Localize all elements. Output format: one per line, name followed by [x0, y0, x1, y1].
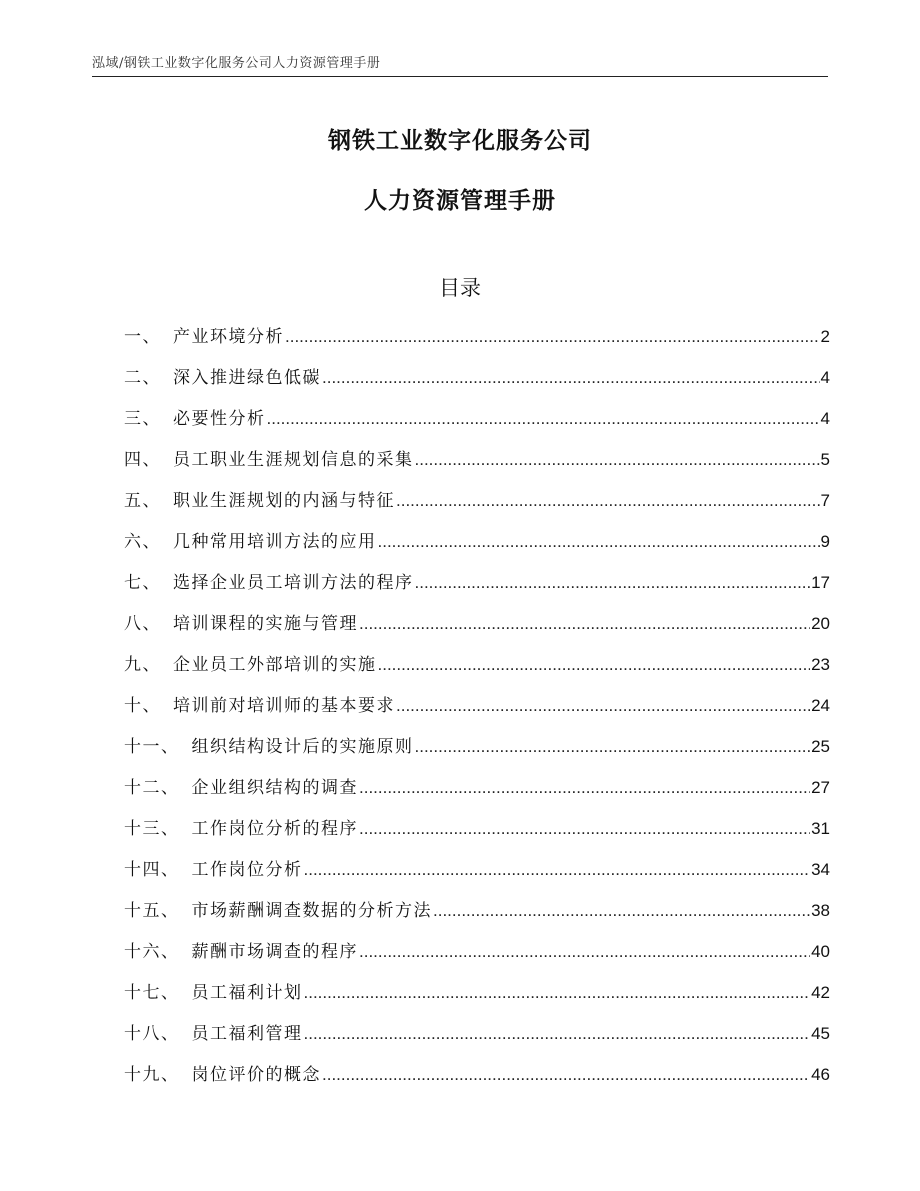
toc-entry-number: 八、: [124, 614, 161, 634]
toc-entry-page: 38: [811, 901, 830, 920]
toc-dot-leader: [285, 327, 820, 347]
toc-entry-title: 深入推进绿色低碳: [173, 368, 321, 388]
toc-entry[interactable]: [124, 322, 830, 363]
toc-dot-leader: [322, 1065, 810, 1085]
toc-entry-page: 17: [811, 573, 830, 592]
document-title: 钢铁工业数字化服务公司: [328, 128, 592, 154]
toc-dot-leader: [359, 614, 810, 634]
toc-entry-number: 五、: [124, 491, 161, 511]
toc-entry-title: 组织结构设计后的实施原则: [191, 737, 414, 757]
toc-entry-number: 十九、: [124, 1065, 180, 1085]
toc-entry[interactable]: [124, 445, 830, 486]
toc-entry-number: 三、: [124, 409, 161, 429]
toc-dot-leader: [267, 409, 820, 429]
toc-heading: 目录: [439, 276, 481, 300]
toc-entry-title: 工作岗位分析的程序: [191, 819, 358, 839]
toc-entry[interactable]: [124, 814, 830, 855]
toc-entry-number: 二、: [124, 368, 161, 388]
toc-dot-leader: [433, 901, 810, 921]
toc-entry-page: 45: [811, 1024, 830, 1043]
toc-dot-leader: [415, 573, 811, 593]
toc-dot-leader: [322, 368, 820, 388]
toc-entry-title: 工作岗位分析: [191, 860, 303, 880]
toc-dot-leader: [378, 532, 820, 552]
toc-entry[interactable]: [124, 978, 830, 1019]
toc-entry-number: 七、: [124, 573, 161, 593]
toc-entry-number: 一、: [124, 327, 161, 347]
toc-entry-number: 十七、: [124, 983, 180, 1003]
toc-entry-page: 24: [811, 696, 830, 715]
toc-entry-page: 34: [811, 860, 830, 879]
toc-dot-leader: [415, 450, 820, 470]
toc-entry[interactable]: [124, 363, 830, 404]
toc-entry-page: 46: [811, 1065, 830, 1084]
toc-entry-page: 20: [811, 614, 830, 633]
toc-entry-number: 十二、: [124, 778, 180, 798]
toc-entry-page: 42: [811, 983, 830, 1002]
toc-entry-title: 必要性分析: [173, 409, 266, 429]
toc-dot-leader: [359, 819, 810, 839]
toc-entry-page: 4: [820, 409, 830, 428]
toc-entry-title: 员工职业生涯规划信息的采集: [173, 450, 414, 470]
toc-dot-leader: [359, 942, 810, 962]
toc-dot-leader: [396, 696, 810, 716]
table-of-contents: [124, 322, 830, 1101]
running-header-text: 泓域/钢铁工业数字化服务公司人力资源管理手册: [92, 56, 381, 71]
toc-dot-leader: [415, 737, 811, 757]
toc-entry[interactable]: [124, 773, 830, 814]
toc-entry-title: 培训前对培训师的基本要求: [173, 696, 395, 716]
toc-entry[interactable]: [124, 650, 830, 691]
toc-entry-title: 选择企业员工培训方法的程序: [173, 573, 414, 593]
running-header: [92, 52, 828, 77]
toc-dot-leader: [304, 860, 811, 880]
toc-entry[interactable]: [124, 1019, 830, 1060]
toc-entry[interactable]: [124, 486, 830, 527]
toc-entry[interactable]: [124, 855, 830, 896]
toc-entry[interactable]: [124, 527, 830, 568]
toc-entry-title: 岗位评价的概念: [191, 1065, 321, 1085]
toc-entry-number: 十三、: [124, 819, 180, 839]
toc-entry-page: 25: [811, 737, 830, 756]
toc-entry-page: 4: [820, 368, 830, 387]
toc-entry-page: 2: [820, 327, 830, 346]
toc-entry[interactable]: [124, 1060, 830, 1101]
toc-dot-leader: [304, 983, 811, 1003]
toc-entry-page: 40: [811, 942, 830, 961]
toc-entry-page: 9: [820, 532, 830, 551]
toc-entry-title: 几种常用培训方法的应用: [173, 532, 377, 552]
toc-dot-leader: [378, 655, 811, 675]
toc-entry-number: 十六、: [124, 942, 180, 962]
toc-entry-number: 十四、: [124, 860, 180, 880]
toc-entry[interactable]: [124, 937, 830, 978]
toc-entry[interactable]: [124, 568, 830, 609]
toc-entry-page: 31: [811, 819, 830, 838]
toc-entry-number: 四、: [124, 450, 161, 470]
toc-entry-title: 企业组织结构的调查: [191, 778, 358, 798]
toc-dot-leader: [396, 491, 820, 511]
toc-entry-number: 十八、: [124, 1024, 180, 1044]
toc-entry-number: 九、: [124, 655, 161, 675]
toc-entry[interactable]: [124, 691, 830, 732]
toc-entry[interactable]: [124, 609, 830, 650]
toc-entry-title: 薪酬市场调查的程序: [191, 942, 358, 962]
toc-entry-number: 六、: [124, 532, 161, 552]
toc-entry-title: 培训课程的实施与管理: [173, 614, 358, 634]
toc-entry-title: 员工福利管理: [191, 1024, 303, 1044]
toc-dot-leader: [304, 1024, 811, 1044]
toc-entry-title: 产业环境分析: [173, 327, 284, 347]
toc-entry-number: 十五、: [124, 901, 180, 921]
toc-entry[interactable]: [124, 732, 830, 773]
document-subtitle: 人力资源管理手册: [364, 188, 556, 214]
toc-entry-number: 十、: [124, 696, 161, 716]
toc-entry-title: 职业生涯规划的内涵与特征: [173, 491, 395, 511]
toc-entry[interactable]: [124, 404, 830, 445]
toc-entry[interactable]: [124, 896, 830, 937]
toc-dot-leader: [359, 778, 810, 798]
toc-entry-page: 7: [820, 491, 830, 510]
toc-entry-title: 企业员工外部培训的实施: [173, 655, 377, 675]
toc-entry-page: 27: [811, 778, 830, 797]
toc-entry-number: 十一、: [124, 737, 180, 757]
toc-entry-page: 23: [811, 655, 830, 674]
toc-entry-page: 5: [820, 450, 830, 469]
toc-entry-title: 员工福利计划: [191, 983, 303, 1003]
toc-entry-title: 市场薪酬调查数据的分析方法: [191, 901, 432, 921]
